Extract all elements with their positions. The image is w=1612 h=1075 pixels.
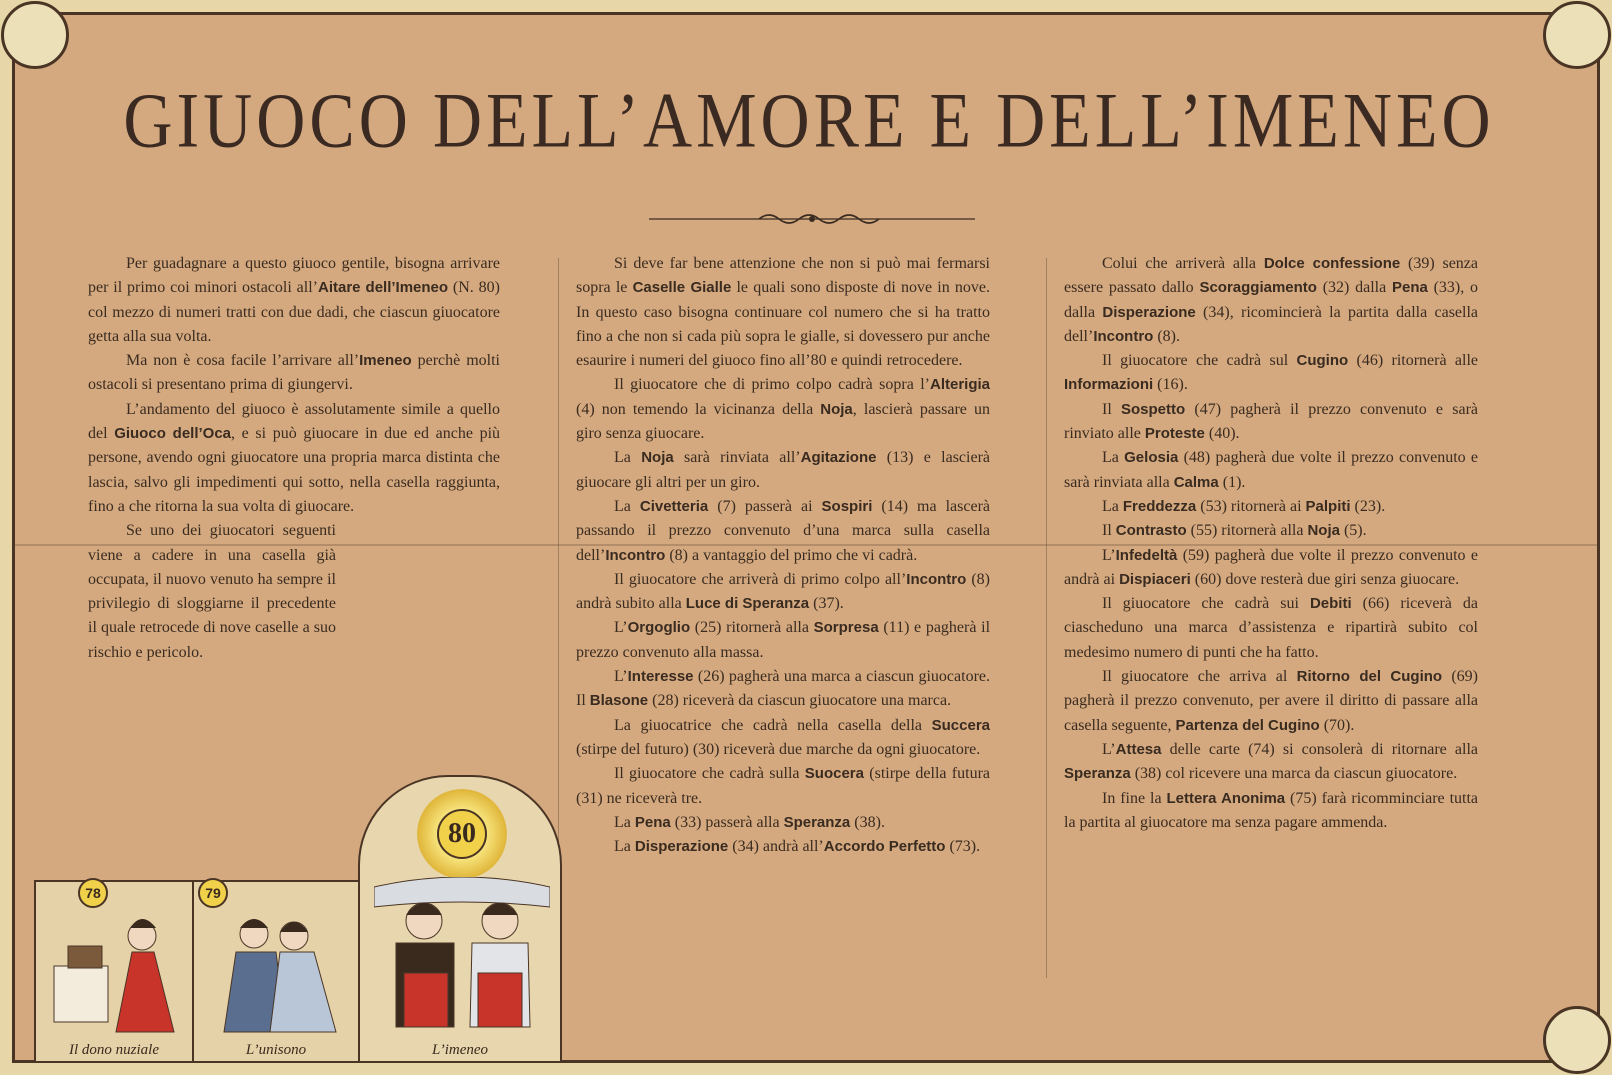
game-square-name: Calma (1173, 473, 1219, 491)
game-square-name: Incontro (906, 570, 967, 588)
game-square-name: Palpiti (1305, 497, 1351, 515)
rule-paragraph: Il giuocatore che cadrà sul Cugino (46) ritornerà alle Informazioni (16). (1064, 352, 1478, 394)
rule-paragraph: Il Sospetto (47) pagherà il prezzo convenuto e sarà rinviato alle Proteste (40). (1064, 400, 1478, 443)
game-square-name: Noja (1307, 522, 1340, 540)
game-square-name: Dolce confessione (1263, 255, 1401, 272)
rule-paragraph: Se uno dei giuocatori seguenti viene a cadere in una casella già occupata, il nuovo venuto ha sempre il privilegio di sloggiarne il precedente il quale retrocede di nove caselle a suo rischio e pericolo. (88, 522, 336, 661)
game-square-name: Pena (634, 813, 671, 831)
game-square-name: Sorpresa (813, 619, 879, 637)
rule-paragraph: Il giuocatore che cadrà sulla Suocera (stirpe della futura (31) ne riceverà tre. (576, 765, 991, 807)
panel-80 (358, 775, 562, 1063)
ornament-divider-icon (649, 211, 975, 227)
game-square-name: Gelosia (1124, 449, 1179, 467)
game-square-name: Imeneo (359, 352, 412, 370)
rule-paragraph: La Disperazione (34) andrà all’Accordo Perfetto (73). (614, 838, 981, 856)
game-square-name: Suocera (804, 765, 864, 783)
rule-paragraph: In fine la Lettera Anonima (75) farà ricomminciare tutta la partita al giuocatore ma senza pagare ammenda. (1064, 789, 1478, 831)
rule-paragraph: L’Interesse (26) pagherà una marca a ciascun giuocatore. Il Blasone (28) riceverà da ciascun giuocatore una marca. (576, 668, 990, 710)
game-square-name: Blasone (589, 692, 649, 710)
rules-column-2 (576, 252, 990, 859)
game-square-name: Speranza (783, 813, 851, 831)
panel-79 (192, 880, 360, 1063)
rule-paragraph: Colui che arriverà alla Dolce confessione (39) senza essere passato dallo Scoraggiamento (32) dalla Pena (33), o dalla Disperazione (34), ricomincierà la partita dalla casella dell’Incontro (8). (1064, 255, 1479, 345)
rule-paragraph: Il giuocatore che di primo colpo cadrà sopra l’Alterigia (4) non temendo la vicinanza della Noja, lascierà passare un giro senza giuocare. (576, 376, 991, 443)
square-number-badge: 78 (78, 878, 108, 908)
bride-with-gift-icon (46, 906, 186, 1036)
game-square-name: Succera (931, 716, 990, 734)
game-square-name: Speranza (1064, 765, 1131, 783)
game-square-name: Noja (641, 449, 674, 467)
game-square-name: Civetteria (639, 497, 709, 515)
rule-paragraph: Ma non è cosa facile l’arrivare all’Imeneo perchè molti ostacoli si presentano prima di giungervi. (88, 352, 500, 394)
game-square-name: Alterigia (929, 376, 990, 394)
game-square-name: Agitazione (800, 449, 877, 467)
rule-paragraph: La Gelosia (48) pagherà due volte il prezzo convenuto e sarà rinviata alla Calma (1). (1064, 449, 1479, 491)
game-square-name: Dispiaceri (1119, 570, 1191, 588)
game-square-name: Orgoglio (627, 619, 691, 637)
game-square-name: Lettera Anonima (1166, 789, 1286, 807)
rules-column-3 (1064, 252, 1478, 835)
game-square-name: Luce di Speranza (685, 595, 810, 613)
game-square-name: Debiti (1309, 595, 1352, 613)
game-square-name: Disperazione (634, 838, 729, 856)
game-square-name: Interesse (627, 668, 694, 686)
corner-ornament-top-right (1543, 1, 1611, 69)
square-number-badge: 79 (198, 878, 228, 908)
game-square-name: Aitare dell’Imeneo (317, 279, 449, 297)
rule-paragraph: L’Orgoglio (25) ritornerà alla Sorpresa (11) e pagherà il prezzo convenuto alla massa. (576, 619, 991, 661)
corner-ornament-bottom-right (1543, 1006, 1611, 1074)
game-square-name: Accordo Perfetto (823, 838, 946, 856)
wedding-couple-icon (374, 877, 550, 1037)
game-square-name: Cugino (1296, 352, 1349, 370)
game-square-name: Sospiri (821, 497, 873, 515)
panel-caption: L’unisono (245, 1042, 307, 1058)
rule-paragraph: Si deve far bene attenzione che non si può mai fermarsi sopra le Caselle Gialle le quali sono disposte di nove in nove. In questo caso bisogna continuare col numero che si ha tratto fino a che non si cada più sopra le gialle, si dovessero pur anche esaurire i numeri del giuoco fino all’80 e quindi retrocedere. (576, 255, 990, 370)
game-square-name: Scoraggiamento (1199, 279, 1317, 297)
final-square-number: 80 (437, 809, 487, 859)
rule-paragraph: Il giuocatore che cadrà sui Debiti (66) riceverà da ciascheduno una marca d’assistenza e ripartirà subito col medesimo numero di punti che ha fatto. (1064, 595, 1478, 661)
rule-paragraph: L’Infedeltà (59) pagherà due volte il prezzo convenuto e andrà ai Dispiaceri (60) dove resterà due giri senza giuocare. (1064, 546, 1478, 588)
illustration-panels (12, 818, 552, 1063)
game-square-name: Pena (1391, 279, 1428, 297)
panel-caption: L’imeneo (431, 1042, 489, 1058)
rule-paragraph: La Noja sarà rinviata all’Agitazione (13) e lascierà giuocare gli altri per un giro. (576, 449, 991, 491)
rule-paragraph: Il Contrasto (55) ritornerà alla Noja (5). (1102, 522, 1367, 540)
column-divider (1046, 258, 1047, 978)
panel-78 (34, 880, 194, 1063)
panel-caption: Il dono nuziale (69, 1042, 159, 1058)
rule-paragraph: Il giuocatore che arriva al Ritorno del Cugino (69) pagherà il prezzo convenuto, per avere il diritto di passare alla casella seguente, Partenza del Cugino (70). (1064, 668, 1478, 734)
rules-column-1 (88, 252, 500, 665)
game-square-name: Incontro (605, 546, 666, 564)
game-square-name: Contrasto (1115, 522, 1187, 540)
game-square-name: Giuoco dell’Oca (114, 425, 232, 443)
couple-embrace-icon (206, 906, 350, 1036)
rule-paragraph: Il giuocatore che arriverà di primo colpo all’Incontro (8) andrà subito alla Luce di Speranza (37). (576, 570, 991, 613)
game-square-name: Ritorno del Cugino (1296, 668, 1443, 686)
rule-paragraph: Per guadagnare a questo giuoco gentile, bisogna arrivare per il primo coi minori ostacoli all’Aitare dell’Imeneo (N. 80) col mezzo di numeri tratti con due dadi, che ciascun giuocatore getta alla sua volta. (88, 255, 500, 345)
game-square-name: Disperazione (1102, 303, 1196, 321)
game-square-name: Freddezza (1122, 497, 1197, 515)
game-square-name: Attesa (1115, 740, 1162, 758)
rule-paragraph: L’andamento del giuoco è assolutamente simile a quello del Giuoco dell’Oca, e si può giuocare in due ed anche più persone, avendo ogni giuocatore una propria marca distinta che lascia, salvo gli impedimenti qui sotto, nella casella raggiunta, fino a che ritorna la sua volta di giuocare. (88, 400, 501, 515)
game-square-name: Proteste (1144, 425, 1205, 443)
game-square-name: Informazioni (1064, 376, 1154, 394)
game-square-name: Incontro (1093, 327, 1154, 345)
page-title: GIUOCO DELL’AMORE E DELL’IMENEO (123, 76, 1495, 164)
game-square-name: Partenza del Cugino (1175, 716, 1320, 734)
rule-paragraph: L’Attesa delle carte (74) si consolerà di ritornare alla Speranza (38) col ricevere una marca da ciascun giuocatore. (1064, 740, 1478, 783)
rule-paragraph: La giuocatrice che cadrà nella casella della Succera (stirpe del futuro) (30) riceverà due marche da ogni giuocatore. (576, 716, 990, 758)
game-square-name: Sospetto (1121, 400, 1186, 418)
game-square-name: Caselle Gialle (632, 279, 732, 297)
game-square-name: Noja (820, 400, 853, 418)
sunburst-icon (417, 789, 507, 879)
rule-paragraph: La Pena (33) passerà alla Speranza (38). (614, 813, 885, 831)
corner-ornament-top-left (1, 1, 69, 69)
rule-paragraph: La Civetteria (7) passerà ai Sospiri (14) ma lascerà passando il prezzo convenuto d’una marca sulla casella dell’Incontro (8) a vantaggio del primo che vi cadrà. (576, 497, 990, 564)
game-square-name: Infedeltà (1115, 546, 1178, 564)
rule-paragraph: La Freddezza (53) ritornerà ai Palpiti (23). (1102, 497, 1386, 515)
